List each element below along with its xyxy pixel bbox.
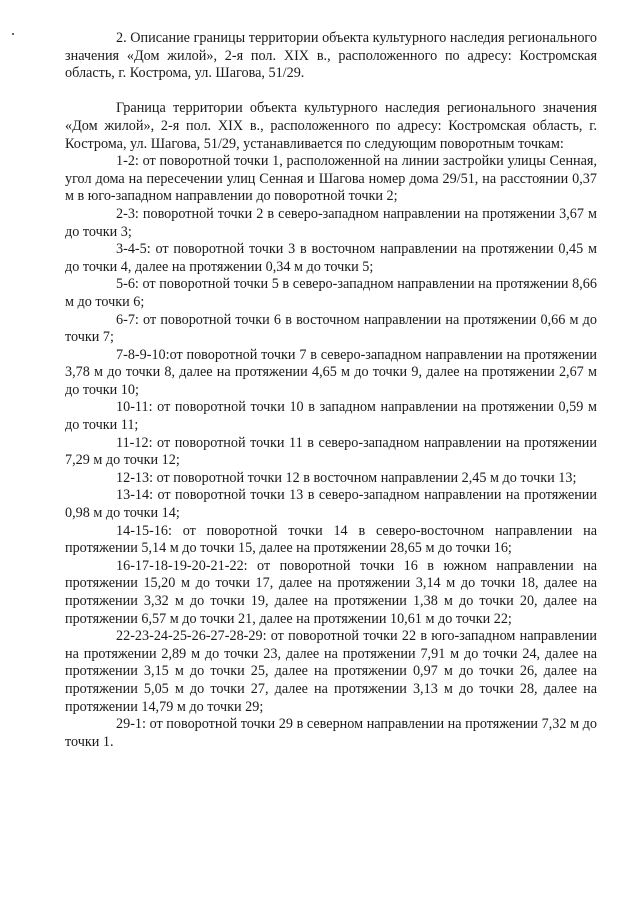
section-title: 2. Описание границы территории объекта культурного наследия регионального значения «Дом жилой», 2-я пол. XIX в., расположенного по адресу: Костромская область, г. Кострома, ул. Шагова, 51/29. [65,30,597,82]
document-page [65,30,597,751]
point-segment-22-29: 22-23-24-25-26-27-28-29: от поворотной точки 22 в юго-западном направлении на протяжении 2,89 м до точки 23, далее на протяжении 7,91 м до точки 24, далее на протяжении 3,15 м до точки 25, далее на протяжении 0,97 м до точки 26, далее на протяжении 5,05 м до точки 27, далее на протяжении 3,13 м до точки 28, далее на протяжении 14,79 м до точки 29; [65,628,597,715]
point-segment-7-8-9-10: 7-8-9-10:от поворотной точки 7 в северо-западном направлении на протяжении 3,78 м до точки 8, далее на протяжении 4,65 м до точки 9, далее на протяжении 2,67 м до точки 10; [65,346,597,398]
point-segment-5-6: 5-6: от поворотной точки 5 в северо-западном направлении на протяжении 8,66 м до точки 6; [65,276,597,310]
point-segment-29-1: 29-1: от поворотной точки 29 в северном направлении на протяжении 7,32 м до точки 1. [65,716,597,750]
point-segment-6-7: 6-7: от поворотной точки 6 в восточном направлении на протяжении 0,66 м до точки 7; [65,311,597,346]
point-segment-14-15-16: 14-15-16: от поворотной точки 14 в северо-восточном направлении на протяжении 5,14 м до точки 15, далее на протяжении 28,65 м до точки 16; [65,522,597,557]
point-segment-2-3: 2-3: поворотной точки 2 в северо-западном направлении на протяжении 3,67 м до точки 3; [65,205,597,240]
point-segment-16-22: 16-17-18-19-20-21-22: от поворотной точки 16 в южном направлении на протяжении 15,20 м до точки 17, далее на протяжении 3,14 м до точки 18, далее на протяжении 3,32 м до точки 19, далее на протяжении 1,38 м до точки 20, далее на протяжении 6,57 м до точки 21, далее на протяжении 10,61 м до точки 22; [65,557,597,627]
point-segment-13-14: 13-14: от поворотной точки 13 в северо-западном направлении на протяжении 0,98 м до точки 14; [65,487,597,522]
point-segment-3-4-5: 3-4-5: от поворотной точки 3 в восточном направлении на протяжении 0,45 м до точки 4, далее на протяжении 0,34 м до точки 5; [65,241,597,275]
point-segment-12-13: 12-13: от поворотной точки 12 в восточном направлении 2,45 м до точки 13; [116,469,577,486]
intro-paragraph: Граница территории объекта культурного наследия регионального значения «Дом жилой», 2-я пол. XIX в., расположенного по адресу: Костромская область, г. Кострома, ул. Шагова, 51/29, устанавливается по следующим поворотным точкам: [65,100,597,152]
point-segment-1-2: 1-2: от поворотной точки 1, расположенной на линии застройки улицы Сенная, угол дома на пересечении улиц Сенная и Шагова номер дома 29/51, на расстоянии 0,37 м в юго-западном направлении до поворотной точки 2; [65,153,597,205]
point-segment-10-11: 10-11: от поворотной точки 10 в западном направлении на протяжении 0,59 м до точки 11; [65,399,597,434]
point-segment-11-12: 11-12: от поворотной точки 11 в северо-западном направлении на протяжении 7,29 м до точки 12; [65,434,597,469]
scan-speck [12,33,14,35]
